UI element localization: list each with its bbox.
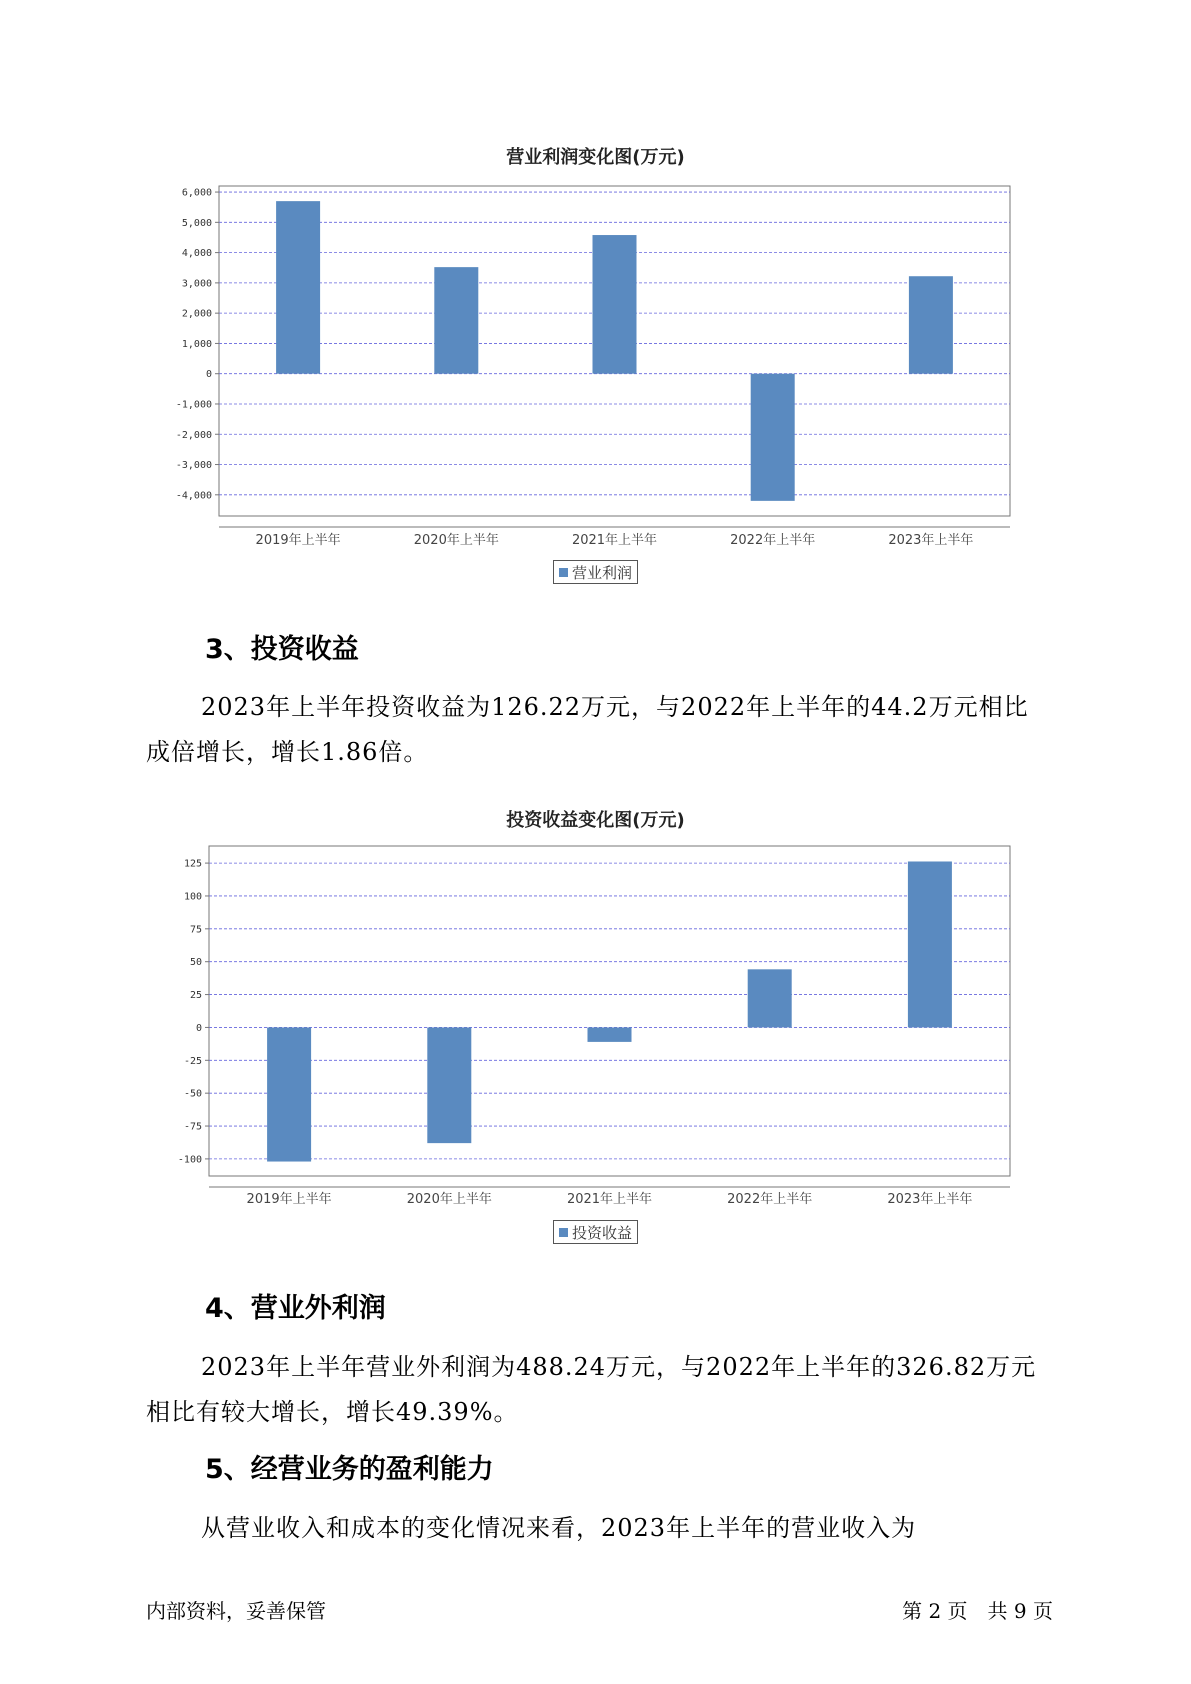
y-tick-label: -100	[177, 1154, 202, 1166]
bar	[748, 969, 792, 1027]
section-text-investment: 2023年上半年投资收益为126.22万元，与2022年上半年的44.2万元相比成倍增长，增长1.86倍。	[146, 693, 1029, 766]
bar	[427, 1027, 471, 1143]
x-tick-label: 2020年上半年	[406, 1192, 492, 1207]
y-tick-label: -75	[183, 1121, 202, 1133]
bar	[908, 861, 952, 1027]
footer-left: 内部资料，妥善保管	[146, 1599, 326, 1623]
section-heading-profitability: 5、经营业务的盈利能力	[205, 1454, 494, 1485]
x-tick-label: 2020年上半年	[413, 533, 499, 548]
x-tick-label: 2023年上半年	[888, 533, 974, 548]
plot-frame	[209, 846, 1010, 1176]
y-tick-label: 0	[195, 1022, 202, 1034]
footer-page-number: 第 2 页 共 9 页	[902, 1599, 1053, 1623]
y-tick-label: 2,000	[181, 308, 212, 320]
y-tick-label: -25	[183, 1055, 202, 1067]
bar	[588, 1027, 632, 1041]
y-tick-label: 5,000	[181, 217, 212, 229]
section-heading-investment: 3、投资收益	[205, 634, 359, 665]
y-tick-label: 25	[189, 990, 202, 1002]
section-text-nonoperating: 2023年上半年营业外利润为488.24万元，与2022年上半年的326.82万元相比有较大增长，增长49.39%。	[146, 1353, 1037, 1426]
y-tick-label: 4,000	[181, 248, 212, 260]
y-tick-label: -2,000	[175, 429, 212, 441]
chart-title: 营业利润变化图(万元)	[506, 147, 685, 168]
y-tick-label: 50	[189, 957, 202, 969]
x-tick-label: 2019年上半年	[246, 1192, 332, 1207]
x-tick-label: 2022年上半年	[730, 533, 816, 548]
chart-title: 投资收益变化图(万元)	[506, 810, 685, 831]
y-tick-label: -4,000	[175, 490, 212, 502]
legend-label: 营业利润	[572, 563, 633, 582]
x-tick-label: 2023年上半年	[887, 1192, 973, 1207]
bar	[267, 1027, 311, 1161]
y-tick-label: -3,000	[175, 460, 212, 472]
x-tick-label: 2022年上半年	[727, 1192, 813, 1207]
y-tick-label: 3,000	[181, 278, 212, 290]
chart-legend	[553, 1220, 638, 1244]
section-heading-nonoperating: 4、营业外利润	[205, 1293, 386, 1324]
y-tick-label: 125	[183, 858, 202, 870]
y-tick-label: -50	[183, 1088, 202, 1100]
x-tick-label: 2021年上半年	[566, 1192, 653, 1207]
y-tick-label: 100	[183, 891, 202, 903]
y-tick-label: -1,000	[175, 399, 212, 411]
y-tick-label: 75	[189, 924, 202, 936]
x-tick-label: 2021年上半年	[571, 533, 658, 548]
legend-swatch	[559, 1228, 568, 1237]
y-tick-label: 6,000	[181, 187, 212, 199]
y-tick-label: 1,000	[181, 338, 212, 350]
section-text-profitability: 从营业收入和成本的变化情况来看，2023年上半年的营业收入为	[201, 1514, 917, 1542]
y-tick-label: 0	[205, 369, 212, 381]
x-tick-label: 2019年上半年	[255, 533, 341, 548]
legend-label: 投资收益	[572, 1223, 633, 1242]
